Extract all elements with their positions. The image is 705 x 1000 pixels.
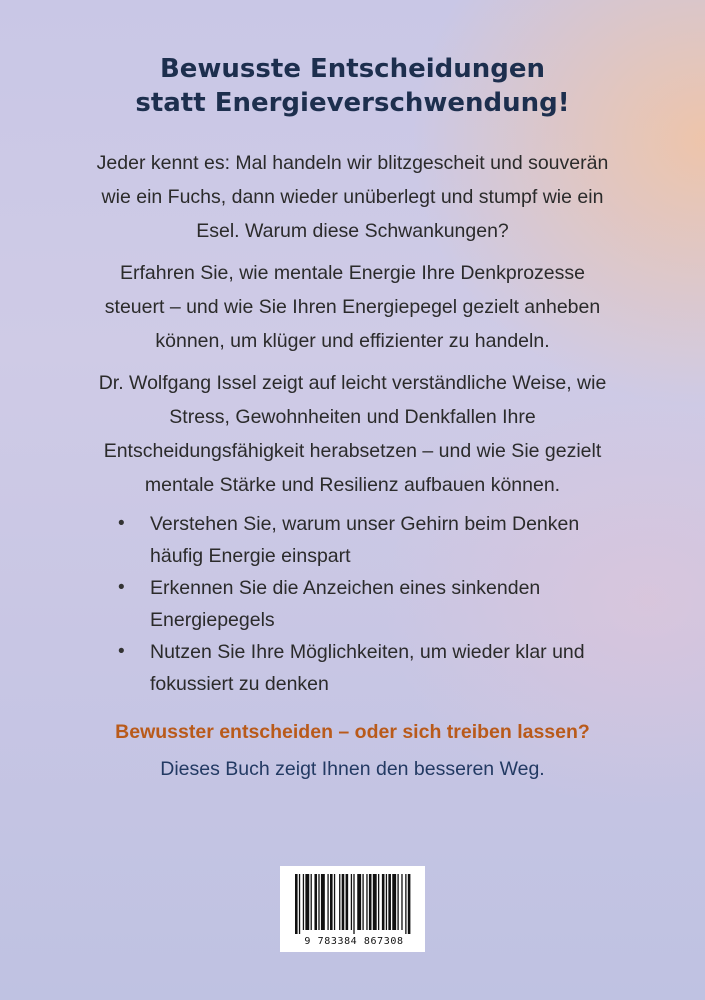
bullet-line: Energiepegels [150,609,275,631]
barcode-bar [397,874,398,930]
barcode-bar [346,874,349,930]
barcode-icon [295,874,413,934]
tagline: Bewusster entscheiden – oder sich treiben lassen? [115,721,590,743]
barcode-bar [369,874,372,930]
bullet-line: Nutzen Sie Ihre Möglichkeiten, um wieder klar und [150,641,585,663]
paragraph-line: Erfahren Sie, wie mentale Energie Ihre Denkprozesse [120,262,585,284]
benefit-list [118,508,598,700]
barcode-bar [334,874,335,930]
barcode-bar [388,874,391,930]
isbn-number: 9 783384 867308 [304,936,404,947]
bullet-icon: • [118,641,125,662]
bullet-line: Erkennen Sie die Anzeichen eines sinkenden [150,577,541,599]
paragraph-line: mentale Stärke und Resilienz aufbauen können. [144,474,561,496]
paragraph-line: können, um klüger und effizienter zu handeln. [155,330,550,352]
author-paragraph [70,366,635,502]
paragraph-line: Stress, Gewohnheiten und Denkfallen Ihre [169,406,536,428]
bullet-line: häufig Energie einspart [150,545,351,567]
barcode [280,866,425,952]
headline [0,52,705,120]
barcode-bar [353,874,354,934]
bullet-icon: • [118,577,125,598]
barcode-bar [305,874,309,930]
intro-paragraph [70,146,635,248]
bullet-icon: • [118,513,125,534]
bullet-line: fokussiert zu denken [150,673,329,695]
paragraph-line: Entscheidungsfähigkeit herabsetzen – und wie Sie gezielt [103,440,602,462]
headline-line-1: Bewusste Entscheidungen [159,54,546,84]
headline-line-2: statt Energieverschwendung! [135,88,570,118]
barcode-bar [314,874,317,930]
subline: Dieses Buch zeigt Ihnen den besseren Weg. [160,758,545,780]
barcode-bar [342,874,345,930]
paragraph-line: wie ein Fuchs, dann wieder unüberlegt und stumpf wie ein [101,186,604,208]
barcode-bar [378,874,379,930]
barcode-bar [299,874,300,934]
paragraph-line: Dr. Wolfgang Issel zeigt auf leicht verständliche Weise, wie [98,372,607,394]
barcode-bar [339,874,340,930]
energy-paragraph [70,256,635,358]
barcode-bar [373,874,377,930]
paragraph-line: Esel. Warum diese Schwankungen? [196,220,509,242]
barcode-bar [330,874,333,930]
list-item [118,572,598,636]
barcode-bar [362,874,363,930]
list-item [118,636,598,700]
paragraph-line: steuert – und wie Sie Ihren Energiepegel gezielt anheben [104,296,601,318]
barcode-bar [321,874,325,930]
barcode-bar [401,874,402,930]
barcode-bar [366,874,367,930]
barcode-bar [351,874,352,930]
bullet-line: Verstehen Sie, warum unser Gehirn beim Denken [150,513,580,535]
barcode-bar [303,874,304,930]
barcode-bar [357,874,361,930]
barcode-bar [382,874,385,930]
barcode-bar [318,874,319,930]
barcode-bar [408,874,411,934]
barcode-bar [295,874,298,934]
paragraph-line: Jeder kennt es: Mal handeln wir blitzgescheit und souverän [96,152,609,174]
barcode-bar [311,874,312,930]
barcode-bar [386,874,387,930]
list-item [118,508,598,572]
barcode-bar [392,874,396,930]
barcode-bar [405,874,406,934]
barcode-bar [327,874,328,930]
